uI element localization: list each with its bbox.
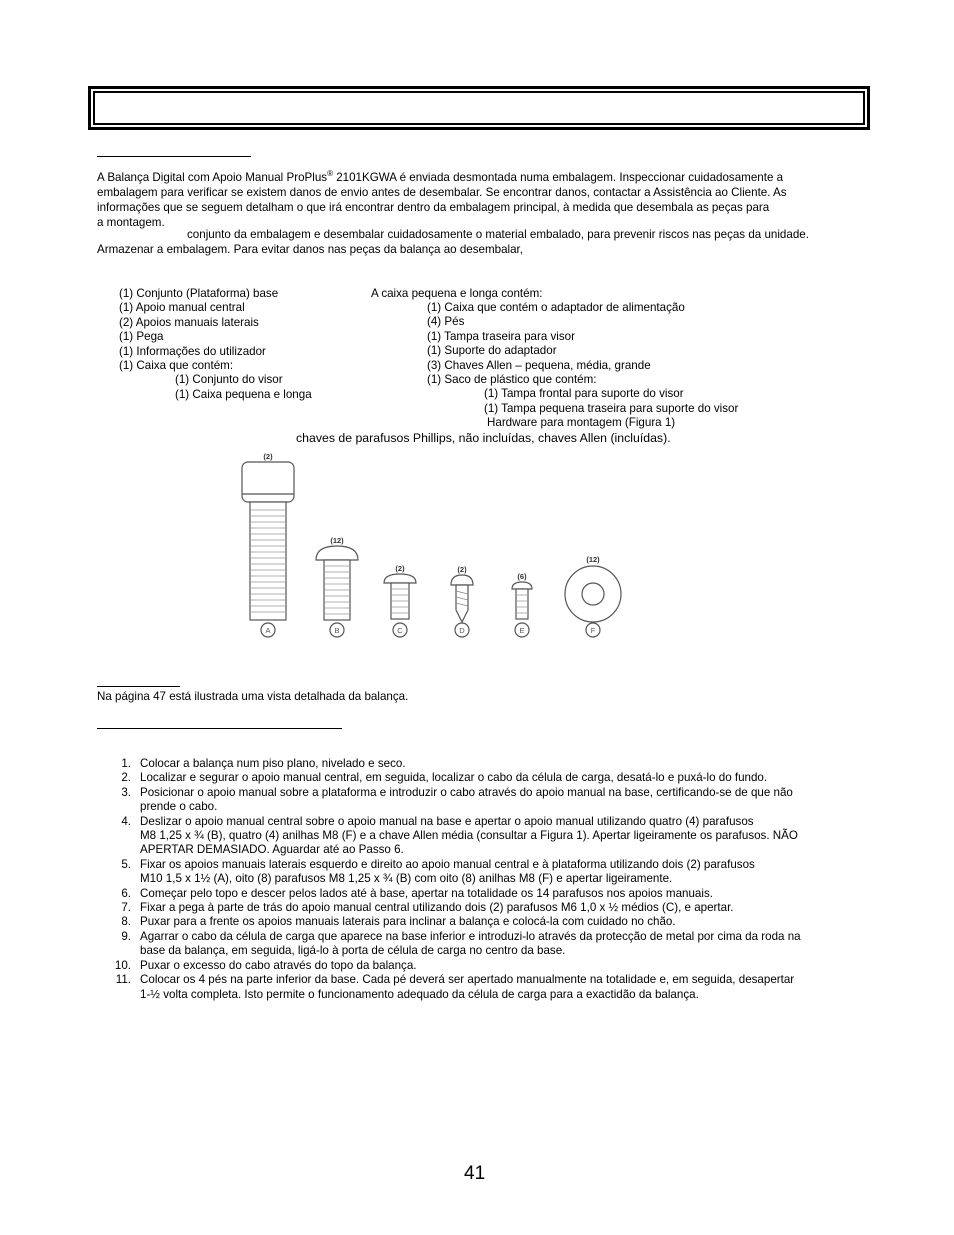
step-item [117, 815, 859, 858]
step-item [117, 887, 859, 901]
contents-item: (1) Informações do utilizador [119, 344, 266, 358]
count-label-e: (6) [517, 572, 527, 581]
heading-underline-exploded-view [97, 686, 180, 687]
screw-b-icon [316, 546, 358, 620]
screw-e-icon [512, 582, 532, 619]
step-text: Fixar a pega à parte de trás do apoio manual central utilizando dois (2) parafusos M6 1,0 x ½ médios (C), e apertar. [140, 901, 734, 915]
caution-paragraph [97, 227, 859, 257]
step-text: Fixar os apoios manuais laterais esquerdo e direito ao apoio manual central e à plataforma utilizando dois (2) parafusos [140, 857, 755, 871]
contents-subitem: Hardware para montagem (Figura 1) [487, 416, 676, 430]
step-text: Puxar o excesso do cabo através do topo da balança. [140, 958, 417, 972]
intro-line-1a: A Balança Digital com Apoio Manual ProPlus [97, 170, 328, 184]
contents-right-heading-text: A caixa pequena e longa contém: [371, 287, 543, 300]
step-text: M10 1,5 x 1½ (A), oito (8) parafusos M8 1,25 x ¾ (B) com oito (8) anilhas M8 (F) e apertar ligeiramente. [140, 872, 673, 886]
contents-subitem: (1) Conjunto do visor [175, 373, 283, 387]
part-letter: D [459, 626, 465, 635]
step-text: base da balança, em seguida, ligá-lo à porta de célula de carga no centro da base. [140, 944, 566, 958]
hardware-figure [220, 450, 640, 645]
step-number: 3. [121, 785, 131, 799]
intro-line-1b: 2101KGWA é enviada desmontada numa embalagem. Inspeccionar cuidadosamente a [332, 170, 784, 184]
step-number: 6. [121, 886, 131, 900]
exploded-view-note: Na página 47 está ilustrada uma vista detalhada da balança. [97, 690, 409, 703]
section-title-box [88, 86, 870, 130]
step-number: 10. [114, 958, 131, 972]
step-item [117, 771, 859, 785]
contents-item: (1) Saco de plástico que contém: [427, 373, 597, 387]
step-number: 1. [121, 757, 131, 770]
step-text: prende o cabo. [140, 800, 218, 814]
bolt-a-icon [242, 462, 294, 620]
contents-item: (1) Pega [119, 330, 164, 344]
contents-item: (1) Conjunto (Plataforma) base [119, 287, 279, 300]
step-text: Localizar e segurar o apoio manual central, em seguida, localizar o cabo da célula de carga, desatá-lo e puxá-lo do fundo. [140, 771, 768, 785]
assembly-steps [114, 757, 859, 1002]
count-label-c: (2) [395, 564, 405, 573]
tools-note: chaves de parafusos Phillips, não incluídas, chaves Allen (incluídas). [296, 431, 671, 445]
step-text: APERTAR DEMASIADO. Aguardar até ao Passo 6. [140, 843, 404, 857]
step-text: Começar pelo topo e descer pelos lados até à base, apertar na totalidade os 14 parafusos nos apoios manuais. [140, 886, 713, 900]
page-number: 41 [464, 1163, 486, 1184]
step-text: Puxar para a frente os apoios manuais laterais para inclinar a balança e colocá-la com cuidado no chão. [140, 915, 676, 929]
intro-line-3: informações que se seguem detalham o que irá encontrar dentro da embalagem principal, à medida que desembala as peças para [97, 200, 770, 214]
part-letter: E [519, 626, 525, 635]
step-number: 9. [121, 929, 131, 943]
contents-item: (4) Pés [427, 315, 465, 329]
count-label-f: (12) [586, 555, 600, 564]
contents-subitem: (1) Caixa pequena e longa [175, 387, 312, 401]
step-number: 2. [121, 771, 131, 785]
step-item [117, 973, 859, 1002]
intro-line-4: a montagem. [97, 215, 165, 229]
step-text: 1-½ volta completa. Isto permite o funcionamento adequado da célula de carga para a exactidão da balança. [140, 987, 699, 1001]
screw-c-icon [384, 574, 416, 619]
step-text: M8 1,25 x ¾ (B), quatro (4) anilhas M8 (F) e a chave Allen média (consultar a Figura 1). Apertar ligeiramente os parafusos. NÃO [140, 829, 798, 843]
step-text: Agarrar o cabo da célula de carga que aparece na base inferior e introduzi-lo através da protecção de metal por cima da roda na [140, 929, 801, 943]
part-letter: A [265, 626, 271, 635]
count-label-b: (12) [330, 536, 344, 545]
contents-right-column [427, 301, 738, 431]
intro-line-2: embalagem para verificar se existem danos de envio antes de desembalar. Se encontrar danos, contactar a Assistência ao Cliente. As [97, 185, 787, 199]
washer-f-icon [565, 566, 621, 622]
contents-subitem: (1) Tampa frontal para suporte do visor [484, 387, 684, 401]
step-number: 8. [121, 915, 131, 929]
heading-underline-unpacking [97, 156, 251, 157]
step-item [117, 786, 859, 815]
step-item [117, 915, 859, 929]
contents-item: (1) Tampa traseira para visor [427, 329, 575, 343]
part-letter: C [397, 626, 403, 635]
step-item [114, 958, 859, 973]
contents-item: (1) Caixa que contém o adaptador de alimentação [427, 301, 685, 314]
registered-mark: ® [327, 169, 333, 178]
count-label-a: (2) [263, 452, 273, 461]
contents-item: (3) Chaves Allen – pequena, média, grande [427, 358, 651, 372]
step-text: Colocar os 4 pés na parte inferior da base. Cada pé deverá ser apertado manualmente na totalidade e, em seguida, desapertar [140, 973, 795, 987]
step-text: Posicionar o apoio manual sobre a plataforma e introduzir o cabo através do apoio manual na base, certificando-se de que não [140, 785, 793, 799]
contents-left-column [119, 287, 312, 402]
step-number: 4. [121, 814, 131, 828]
contents-item: (2) Apoios manuais laterais [119, 315, 259, 329]
contents-right-heading [371, 287, 542, 301]
step-item [117, 757, 859, 771]
step-number: 11. [115, 973, 131, 987]
step-text: Deslizar o apoio manual central sobre o apoio manual na base e apertar o apoio manual utilizando quatro (4) parafusos [140, 814, 754, 828]
step-number: 5. [121, 857, 131, 871]
part-letter: F [590, 626, 596, 635]
step-item [117, 901, 859, 915]
count-label-d: (2) [457, 565, 467, 574]
step-item [117, 858, 859, 887]
step-item [117, 930, 859, 959]
contents-subitem: (1) Tampa pequena traseira para suporte do visor [484, 401, 739, 415]
intro-paragraph [97, 166, 859, 230]
contents-item: (1) Apoio manual central [119, 301, 245, 315]
caution-line-2: Armazenar a embalagem. Para evitar danos nas peças da balança ao desembalar, [97, 243, 524, 256]
heading-underline-assembly [97, 728, 342, 729]
caution-line-1: conjunto da embalagem e desembalar cuidadosamente o material embalado, para prevenir riscos nas peças da unidade. [187, 228, 809, 241]
contents-item: (1) Suporte do adaptador [427, 344, 557, 358]
step-text: Colocar a balança num piso plano, nivelado e seco. [140, 757, 406, 770]
step-number: 7. [121, 901, 131, 915]
screw-d-icon [451, 575, 473, 622]
part-letter: B [334, 626, 340, 635]
contents-item: (1) Caixa que contém: [119, 359, 234, 373]
